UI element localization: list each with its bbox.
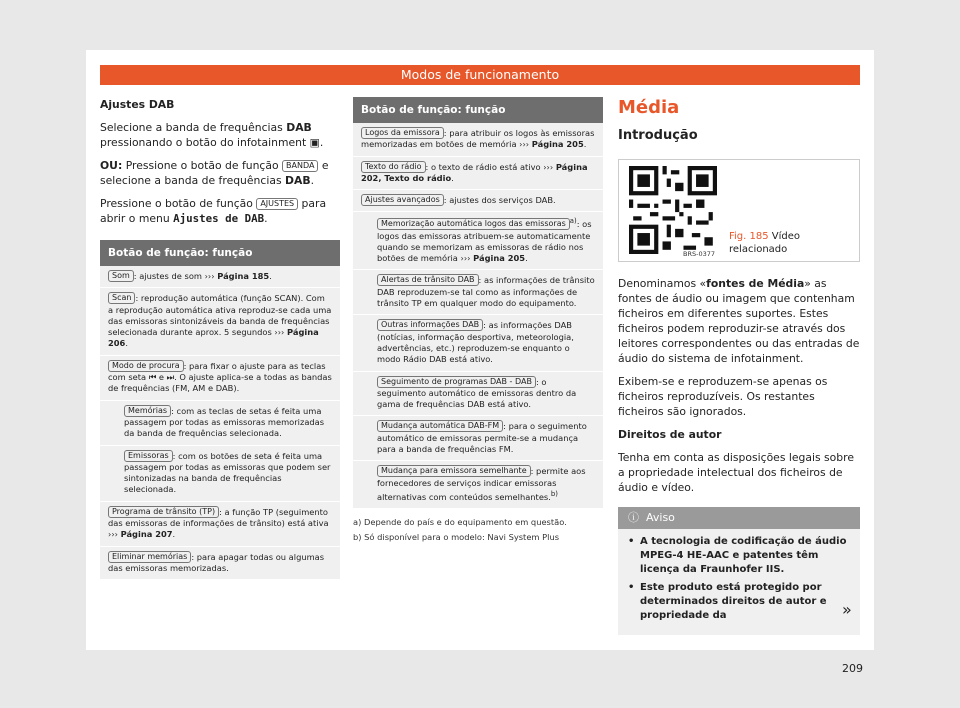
column-2 <box>353 97 603 544</box>
function-key: Memorização automática logos das emissoras <box>377 218 570 230</box>
function-key: Texto do rádio <box>361 161 426 173</box>
function-row: Mudança para emissora semelhante : permite aos fornecedores de serviços indicar emissoras alternativas com conteúdos semelhantes.$^{b)}$ <box>353 461 603 509</box>
function-row: Seguimento de programas DAB - DAB : o seguimento automático de emissoras dentro da gama de frequências DAB está ativo. <box>353 372 603 417</box>
function-key: Logos da emissora <box>361 127 444 139</box>
function-row: Texto do rádio : o texto de rádio está ativo ››› Página 202, Texto do rádio. <box>353 157 603 191</box>
function-box-title: Botão de função: função <box>353 97 603 123</box>
subsection-title: Introdução <box>618 128 698 143</box>
function-row: Modo de procura : para fixar o ajuste para as teclas com seta ⏮ e ⏭. O ajuste aplica-se a todas as bandas de frequências (FM, AM e DAB). <box>100 356 340 401</box>
column-1 <box>100 97 340 580</box>
figure-caption: Fig. 185 Vídeo relacionado <box>729 231 801 255</box>
function-key: Outras informações DAB <box>377 319 483 331</box>
function-row: Outras informações DAB : as informações DAB (notícias, informação desportiva, meteorologia, advertências, etc.) reproduzem-se enquanto o modo Rádio DAB está ativo. <box>353 315 603 371</box>
column-3 <box>618 97 860 635</box>
paragraph-exibem: Exibem-se e reproduzem-se apenas os ficheiros reproduzíveis. Os restantes ficheiros são ignorados. <box>618 375 828 418</box>
function-key: Eliminar memórias <box>108 551 191 563</box>
function-row: Mudança automática DAB-FM : para o seguimento automático de emissoras permite-se a mudança para a banda de frequências FM. <box>353 416 603 461</box>
function-key: Programa de trânsito (TP) <box>108 506 219 518</box>
paragraph-fontes: Denominamos «fontes de Média» as fontes de áudio ou imagem que contenham ficheiros em diferentes suportes. Estes ficheiros podem reproduzir-se através dos leitores correspondentes ou das entradas de áudio do sistema de infotainment. <box>618 277 860 365</box>
function-key: Som <box>108 270 134 282</box>
function-key: Ajustes avançados <box>361 194 444 206</box>
section-title: Média <box>618 97 680 118</box>
function-row: Scan : reprodução automática (função SCAN). Com a reprodução automática ativa reproduz-se cada uma das emissoras sintonizáveis da banda de frequências selecionada durante aprox. 5 segundos ››› Página 206. <box>100 288 340 355</box>
function-row: Alertas de trânsito DAB : as informações de trânsito DAB reproduzem-se tal como as informações de trânsito TP em qualquer modo do equipamento. <box>353 270 603 315</box>
section-header: Modos de funcionamento <box>100 65 860 85</box>
function-key: Mudança para emissora semelhante <box>377 465 531 477</box>
page-number: 209 <box>842 662 863 675</box>
function-key: Modo de procura <box>108 360 184 372</box>
function-key: Mudança automática DAB-FM <box>377 420 503 432</box>
heading-ajustes-dab: Ajustes DAB <box>100 98 175 111</box>
function-key: Emissoras <box>124 450 173 462</box>
banda-key: BANDA <box>282 160 318 172</box>
function-box-1 <box>100 240 340 580</box>
function-row: Memorização automática logos das emissoras $^{a)}$: os logos das emissoras atribuem-se automaticamente quando se memorizam as emissoras de rádio nos botões de memória ››› Página 205. <box>353 212 603 270</box>
function-row: Ajustes avançados : ajustes dos serviços DAB. <box>353 190 603 212</box>
function-key: Seguimento de programas DAB - DAB <box>377 376 536 388</box>
figure-185 <box>618 159 860 262</box>
radio-icon: ▣ <box>309 136 320 149</box>
qr-code-icon <box>629 166 717 254</box>
paragraph-direitos: Tenha em conta as disposições legais sobre a propriedade intelectual dos ficheiros de áudio e vídeo. <box>618 451 854 494</box>
function-row: Memórias : com as teclas de setas é feita uma passagem por todas as emissoras memorizadas da banda de frequências selecionada. <box>100 401 340 446</box>
function-row: Eliminar memórias : para apagar todas ou algumas das emissoras memorizadas. <box>100 547 340 581</box>
function-box-title: Botão de função: função <box>100 240 340 266</box>
aviso-body <box>618 529 860 635</box>
heading-direitos: Direitos de autor <box>618 428 722 441</box>
aviso-item: • A tecnologia de codificação de áudio MPEG-4 HE-AAC e patentes têm licença da Fraunhofer IIS. <box>628 535 850 577</box>
footnote-b: b) Só disponível para o modelo: Navi System Plus <box>353 532 560 543</box>
continue-arrow-icon: » <box>842 600 852 619</box>
function-key: Scan <box>108 292 135 304</box>
function-box-2 <box>353 97 603 509</box>
function-row: Programa de trânsito (TP) : a função TP (seguimento das emissoras de informações de trânsito) está ativa ››› Página 207. <box>100 502 340 547</box>
function-key: Memórias <box>124 405 171 417</box>
aviso-header: ⓘ Aviso <box>618 507 860 529</box>
function-row: Logos da emissora : para atribuir os logos às emissoras memorizadas em botões de memória ››› Página 205. <box>353 123 603 157</box>
function-rows <box>353 123 603 509</box>
paragraph-1: Selecione a banda de frequências DAB pressionando o botão do infotainment ▣. <box>100 121 324 149</box>
function-rows <box>100 266 340 580</box>
figure-tag: BRS-0377 <box>683 250 715 258</box>
function-row: Emissoras : com os botões de seta é feita uma passagem por todas as emissoras que podem ser sintonizadas na banda de frequências selecionada. <box>100 446 340 502</box>
paragraph-2: OU: Pressione o botão de função BANDA e selecione a banda de frequências DAB. <box>100 159 329 187</box>
footnote-a: a) Depende do país e do equipamento em questão. <box>353 516 567 527</box>
paragraph-3: Pressione o botão de função AJUSTES para abrir o menu Ajustes de DAB. <box>100 197 327 225</box>
function-key: Alertas de trânsito DAB <box>377 274 479 286</box>
info-icon: ⓘ <box>628 511 639 524</box>
aviso-box <box>618 507 860 635</box>
function-row: Som : ajustes de som ››› Página 185. <box>100 266 340 288</box>
aviso-item: • Este produto está protegido por determinados direitos de autor e propriedade da <box>628 581 850 623</box>
ajustes-key: AJUSTES <box>256 198 298 210</box>
